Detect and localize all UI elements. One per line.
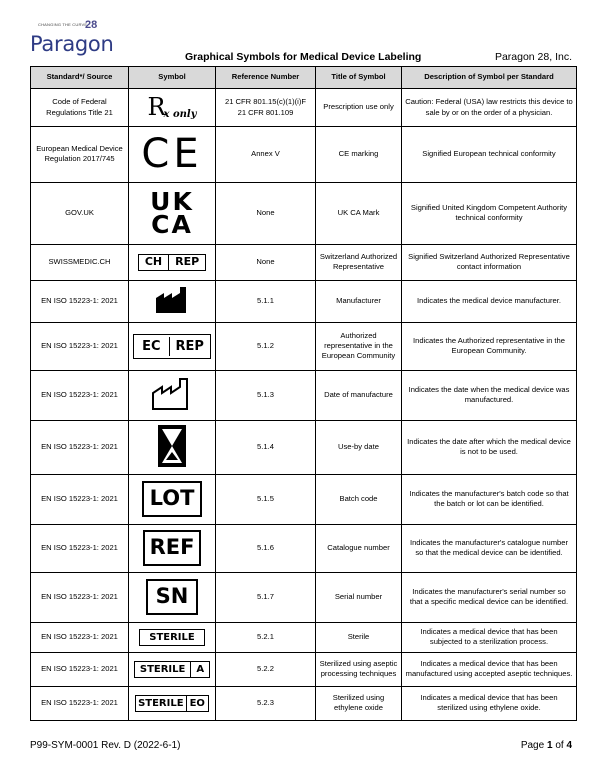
table-row	[31, 182, 577, 244]
table-row	[31, 474, 577, 524]
cell-symbol	[129, 280, 216, 322]
rx-only-symbol	[147, 92, 196, 124]
column-header-standard: Standard*/ Source	[31, 67, 129, 89]
cell-description: Indicates the date after which the medical device is not to be used.	[402, 420, 577, 474]
sterile-symbol	[139, 629, 204, 646]
document-title: Graphical Symbols for Medical Device Labeling	[185, 51, 422, 63]
table-header-row	[31, 67, 577, 89]
factory-outline-icon	[150, 377, 194, 411]
cell-standard: SWISSMEDIC.CH	[31, 244, 129, 280]
page-total: 4	[566, 740, 572, 751]
eo-label: EO	[186, 696, 208, 711]
cell-description: Indicates the manufacturer's batch code so that the batch or lot can be identified.	[402, 474, 577, 524]
cell-title: Authorized representative in the European Community	[316, 322, 402, 370]
cell-reference: Annex V	[216, 127, 316, 183]
sn-symbol: SN	[146, 579, 199, 615]
table-row	[31, 89, 577, 127]
cell-symbol	[129, 474, 216, 524]
table-row	[31, 622, 577, 652]
cell-description: Indicates a medical device that has been subjected to a sterilization process.	[402, 622, 577, 652]
cell-standard: Code of Federal Regulations Title 21	[31, 89, 129, 127]
symbols-table	[30, 66, 577, 721]
sterile-eo-symbol	[135, 695, 209, 712]
logo-text: Paragon	[30, 32, 114, 56]
cell-title: Sterilized using aseptic processing techniques	[316, 652, 402, 686]
column-header-symbol: Symbol	[129, 67, 216, 89]
cell-reference: 5.1.2	[216, 322, 316, 370]
logo-tagline: CHANGING THE CURVE	[38, 22, 88, 27]
cell-standard: EN ISO 15223-1: 2021	[31, 524, 129, 572]
cell-symbol	[129, 652, 216, 686]
table-row	[31, 524, 577, 572]
hourglass-icon	[157, 424, 187, 468]
cell-title: Sterilized using ethylene oxide	[316, 686, 402, 720]
rx-subtext: x only	[163, 109, 197, 121]
cell-reference: None	[216, 244, 316, 280]
cell-description: Indicates the manufacturer's catalogue number so that the medical device can be identified.	[402, 524, 577, 572]
cell-standard: European Medical Device Regulation 2017/745	[31, 127, 129, 183]
cell-title: Manufacturer	[316, 280, 402, 322]
cell-standard: GOV.UK	[31, 182, 129, 244]
cell-description: Indicates the manufacturer's serial number so that a specific medical device can be identified.	[402, 572, 577, 622]
cell-title: Date of manufacture	[316, 370, 402, 420]
cell-standard: EN ISO 15223-1: 2021	[31, 322, 129, 370]
cell-description: Indicates a medical device that has been manufactured using accepted aseptic techniques.	[402, 652, 577, 686]
table-row	[31, 280, 577, 322]
cell-title: Switzerland Authorized Representative	[316, 244, 402, 280]
cell-symbol	[129, 322, 216, 370]
page-current: 1	[546, 740, 553, 751]
cell-symbol	[129, 686, 216, 720]
cell-description: Indicates a medical device that has been sterilized using ethylene oxide.	[402, 686, 577, 720]
sterile-a-symbol	[134, 661, 210, 678]
company-name: Paragon 28, Inc.	[494, 51, 572, 63]
cell-reference: 21 CFR 801.15(c)(1)(i)F 21 CFR 801.109	[216, 89, 316, 127]
cell-reference: 5.2.2	[216, 652, 316, 686]
cell-description: Signified United Kingdom Competent Authority technical conformity	[402, 182, 577, 244]
cell-symbol	[129, 420, 216, 474]
ukca-bottom: CA	[151, 210, 193, 240]
rep-label: REP	[168, 255, 205, 270]
page-indicator	[521, 740, 572, 751]
cell-title: Serial number	[316, 572, 402, 622]
document-number: P99-SYM-0001 Rev. D (2022-6-1)	[30, 740, 181, 751]
sterile-label: STERILE	[139, 663, 186, 675]
cell-title: Batch code	[316, 474, 402, 524]
page-of: of	[555, 740, 564, 751]
ec-label: EC	[142, 338, 161, 354]
cell-reference: 5.2.3	[216, 686, 316, 720]
lot-symbol: LOT	[142, 481, 203, 517]
cell-standard: EN ISO 15223-1: 2021	[31, 280, 129, 322]
cell-reference: 5.1.4	[216, 420, 316, 474]
sterile-label: STERILE	[138, 697, 184, 709]
table-row	[31, 127, 577, 183]
cell-reference: 5.1.5	[216, 474, 316, 524]
cell-symbol	[129, 244, 216, 280]
cell-standard: EN ISO 15223-1: 2021	[31, 652, 129, 686]
cell-standard: EN ISO 15223-1: 2021	[31, 370, 129, 420]
company-logo	[30, 18, 120, 60]
cell-symbol	[129, 127, 216, 183]
factory-filled-icon	[154, 286, 190, 314]
table-row	[31, 420, 577, 474]
cell-title: Use-by date	[316, 420, 402, 474]
cell-reference: 5.1.3	[216, 370, 316, 420]
ref-symbol: REF	[143, 530, 202, 566]
cell-title: UK CA Mark	[316, 182, 402, 244]
rep-label: REP	[169, 337, 210, 356]
cell-reference: 5.1.7	[216, 572, 316, 622]
cell-standard: EN ISO 15223-1: 2021	[31, 572, 129, 622]
cell-standard: EN ISO 15223-1: 2021	[31, 420, 129, 474]
cell-description: Caution: Federal (USA) law restricts this device to sale by or on the order of a physician.	[402, 89, 577, 127]
sterile-label: STERILE	[149, 631, 195, 643]
cell-standard: EN ISO 15223-1: 2021	[31, 686, 129, 720]
column-header-reference: Reference Number	[216, 67, 316, 89]
logo-number: 28	[85, 19, 98, 31]
table-row	[31, 652, 577, 686]
cell-description: Signified European technical conformity	[402, 127, 577, 183]
cell-standard: EN ISO 15223-1: 2021	[31, 622, 129, 652]
cell-description: Indicates the date when the medical device was manufactured.	[402, 370, 577, 420]
cell-symbol	[129, 370, 216, 420]
ukca-mark-symbol	[132, 186, 212, 240]
table-row	[31, 322, 577, 370]
cell-reference: 5.1.1	[216, 280, 316, 322]
cell-standard: EN ISO 15223-1: 2021	[31, 474, 129, 524]
page-prefix: Page	[520, 740, 545, 751]
rx-letter: R	[147, 92, 166, 121]
ch-rep-symbol	[138, 254, 206, 271]
ce-mark-symbol: CE	[141, 131, 203, 177]
aseptic-label: A	[190, 662, 209, 677]
cell-description: Indicates the Authorized representative in the European Community.	[402, 322, 577, 370]
cell-symbol	[129, 622, 216, 652]
page-header	[30, 18, 576, 66]
cell-reference: 5.2.1	[216, 622, 316, 652]
ukca-top: UK	[150, 186, 194, 216]
cell-title: Prescription use only	[316, 89, 402, 127]
table-row	[31, 686, 577, 720]
table-row	[31, 370, 577, 420]
cell-title: Sterile	[316, 622, 402, 652]
table-row	[31, 244, 577, 280]
cell-title: Catalogue number	[316, 524, 402, 572]
table-row	[31, 572, 577, 622]
ec-rep-symbol	[133, 334, 211, 359]
cell-reference: None	[216, 182, 316, 244]
cell-description: Indicates the medical device manufacturer.	[402, 280, 577, 322]
cell-symbol	[129, 572, 216, 622]
cell-symbol	[129, 182, 216, 244]
column-header-description: Description of Symbol per Standard	[402, 67, 577, 89]
cell-reference: 5.1.6	[216, 524, 316, 572]
cell-description: Signified Switzerland Authorized Representative contact information	[402, 244, 577, 280]
cell-title: CE marking	[316, 127, 402, 183]
cell-symbol	[129, 524, 216, 572]
ch-label: CH	[144, 255, 163, 269]
column-header-title: Title of Symbol	[316, 67, 402, 89]
cell-symbol	[129, 89, 216, 127]
